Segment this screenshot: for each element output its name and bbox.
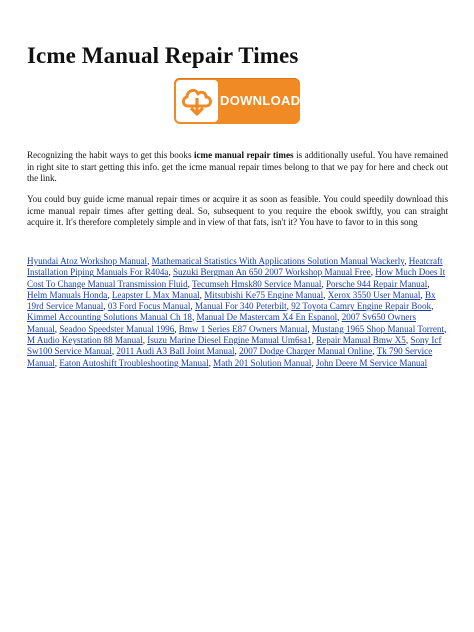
related-link[interactable]: 03 Ford Focus Manual [107,301,191,312]
body-paragraph [27,194,448,229]
paragraph-text: Recognizing the habit ways to get this books [27,150,194,160]
related-link[interactable]: Bx 19rd Service Manual [27,289,436,312]
related-link[interactable]: Bmw 1 Series E87 Owners Manual [178,323,308,334]
related-link[interactable]: Manual For 340 Peterbilt [194,301,287,312]
related-link[interactable]: Repair Manual Bmw X5 [316,335,406,346]
intro-paragraph [27,150,448,185]
link-separator: , [168,267,173,278]
related-link[interactable]: Xerox 3550 User Manual [327,289,421,300]
related-link[interactable]: Kimmel Accounting Solutions Manual Ch 18 [27,312,192,323]
link-separator: , [54,357,60,368]
link-separator: , [111,346,117,357]
related-link[interactable]: Helm Manuals Honda [27,289,108,300]
emphasized-text: icme manual repair times [193,150,294,160]
related-link[interactable]: Manual De Mastercam X4 En Espanol [196,312,338,323]
link-separator: , [311,357,316,368]
link-separator: , [372,346,377,357]
related-link[interactable]: Hyundai Atoz Workshop Manual [27,256,148,266]
link-separator: , [174,323,179,334]
link-separator: , [311,335,317,346]
link-separator: , [431,301,434,312]
related-link[interactable]: Sony Icf Sw100 Service Manual [27,335,442,357]
paragraph-text: You could buy guide icme manual repair times or acquire it as soon as feasible. You could speedily download this icme manual repair times after getting deal. So, subsequent to you require the ebook swiftly, you can straight acquire it. It's therefore completely simple and in view of that fats, isn't it? You have to favor to in this song [27,194,448,227]
link-separator: , [405,335,411,346]
cloud-download-icon [179,84,215,118]
related-link[interactable]: Seadoo Speedster Manual 1996 [59,323,175,334]
link-separator: , [208,357,214,368]
link-separator: , [142,335,148,346]
link-separator: , [307,323,312,334]
related-link[interactable]: Heatcraft Installation Piping Manuals For R404a [27,256,443,278]
related-link[interactable]: 92 Toyota Camry Engine Repair Book [291,301,432,312]
link-separator: , [427,278,430,289]
link-separator: , [321,278,326,289]
link-separator: , [103,301,108,312]
related-link[interactable]: Suzuki Bergman An 650 2007 Workshop Manual Free [173,267,371,278]
related-link[interactable]: Leapster L Max Manual [111,289,200,300]
related-link[interactable]: Tk 790 Service Manual [27,346,433,368]
page-title: Icme Manual Repair Times [27,43,299,68]
download-button-label: DOWNLOAD [220,93,301,108]
related-link[interactable]: How Much Does It Cost To Change Manual Transmission Fluid [27,267,446,289]
related-link[interactable]: Mitsubishi Ke75 Engine Manual [204,289,324,300]
link-separator: , [337,312,342,323]
related-links [27,256,448,369]
download-button[interactable] [174,78,300,124]
link-separator: , [443,323,447,334]
download-icon-box [176,80,218,122]
link-separator: , [107,289,112,300]
link-separator: , [420,289,425,300]
paragraph-text: is additionally useful. You have remained in right site to start getting this info. get the icme manual repair times belong to that we pay for here and check out the link. [27,150,448,183]
link-separator: , [190,301,195,312]
related-link[interactable]: M Audio Keystation 88 Manual [27,335,143,346]
link-separator: , [370,267,376,278]
link-separator: , [147,256,152,266]
related-link[interactable]: Mathematical Statistics With Applications Solution Manual Wackerly [151,256,405,266]
related-link[interactable]: Math 201 Solution Manual [213,357,312,368]
related-link[interactable]: Isuzu Marine Diesel Engine Manual Um6sa1 [147,335,312,346]
link-separator: , [199,289,205,300]
link-separator: , [286,301,292,312]
related-link[interactable]: Mustang 1965 Shop Manual Torrent [311,323,444,334]
related-link[interactable]: 2011 Audi A3 Ball Joint Manual [116,346,235,357]
link-separator: , [404,256,409,266]
related-link[interactable]: Tecumseh Hmsk80 Service Manual [192,278,322,289]
related-link[interactable]: 2007 Dodge Charger Manual Online [239,346,373,357]
link-separator: , [323,289,328,300]
related-link[interactable]: 2007 Sv650 Owners Manual [27,312,416,334]
link-separator: , [191,312,197,323]
related-link[interactable]: Porsche 944 Repair Manual [326,278,428,289]
link-separator: , [187,278,193,289]
related-link[interactable]: Eaton Autoshift Troubleshooting Manual [59,357,209,368]
link-separator: , [54,323,60,334]
related-link[interactable]: John Deere M Service Manual [315,357,428,368]
link-separator: , [234,346,240,357]
